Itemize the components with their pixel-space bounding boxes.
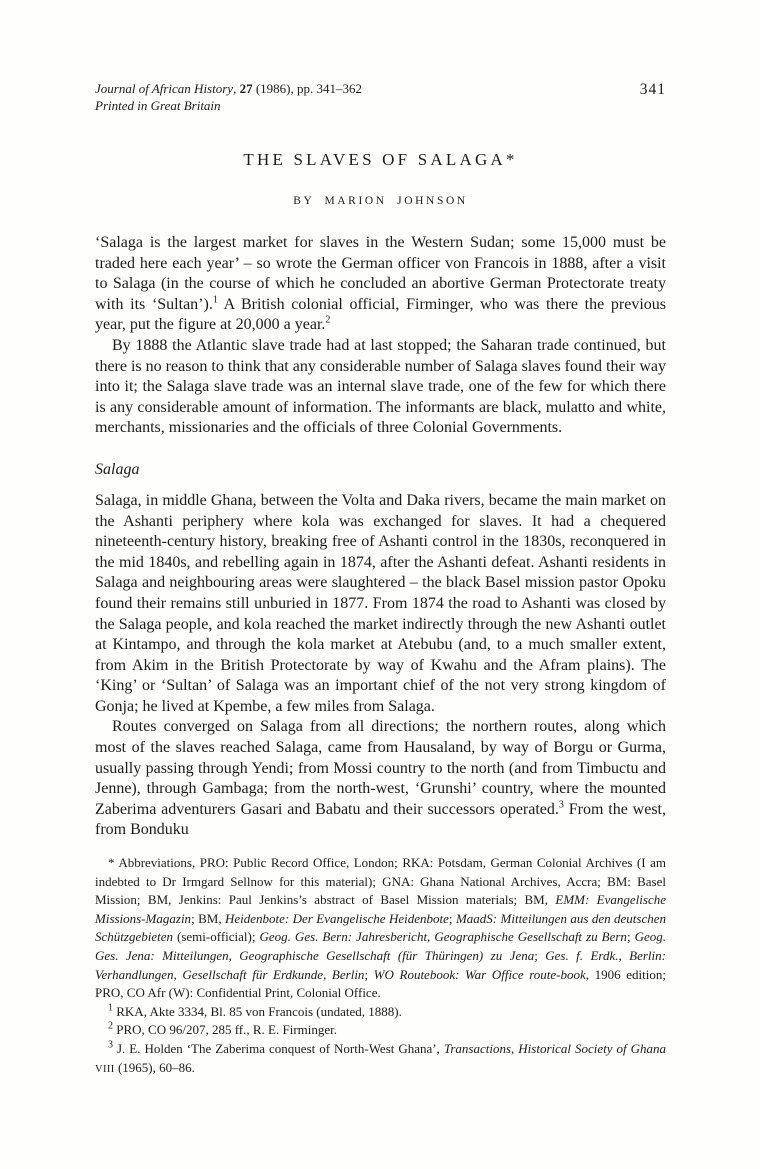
page-number: 341 xyxy=(639,81,666,98)
intro-paragraph-1: ‘Salaga is the largest market for slaves in the Western Sudan; some 15,000 must be traded here each year’ – so wrote the German officer von Francois in 1888, after a visit to Salaga (in the course of which he concluded an abortive German Protectorate treaty with its ‘Sultan’).$^1$ A British colonial official, Firminger, who was there the previous year, put the figure at 20,000 a year.$^2$ xyxy=(95,234,666,334)
section-paragraph-2: Routes converged on Salaga from all directions; the northern routes, along which most of the slaves reached Salaga, came from Hausaland, by way of Borgu or Gurma, usually passing through Yendi; from Mossi country to the north (and from Timbuctu and Jenne), through Gambaga; from the north-west, ‘Grunshi’ country, where the mounted Zaberima adventurers Gasari and Babatu and their successors operated.$^3$ From the west, from Bonduku xyxy=(95,718,667,839)
article-title: THE SLAVES OF SALAGA* xyxy=(243,150,518,169)
running-head xyxy=(95,80,666,114)
printed-in-note: Printed in Great Britain xyxy=(95,98,221,113)
footnote-3: $^3$ J. E. Holden ‘The Zaberima conquest of North-West Ghana’, Transactions, Historical Society of Ghana VIII (1965), 60–86. xyxy=(95,1039,666,1075)
author-byline: BY MARION JOHNSON xyxy=(293,195,468,207)
article-body xyxy=(95,233,666,841)
section-heading-salaga: Salaga xyxy=(95,460,140,478)
footnote-2: $^2$ PRO, CO 96/207, 285 ff., R. E. Firminger. xyxy=(108,1021,338,1038)
section-paragraph-1: Salaga, in middle Ghana, between the Volta and Daka rivers, became the main market on the Ashanti periphery where kola was exchanged for slaves. It had a chequered nineteenth-century history, breaking free of Ashanti control in the 1830s, reconquered in the mid 1840s, and rebelling again in 1874, after the Ashanti defeat. Ashanti residents in Salaga and neighbouring areas were slaughtered – the black Basel mission pastor Opoku found their remains still unburied in 1877. From 1874 the road to Ashanti was closed by the Salaga people, and kola reached the market indirectly through the new Ashanti outlet at Kintampo, and through the kola market at Atebubu (and, to a much smaller extent, from Akim in the British Protectorate by way of Kwahu and the Afram plains). The ‘King’ or ‘Sultan’ of Salaga was an important chief of the not very strong kingdom of Gonja; he lived at Kpembe, a few miles from Salaga. xyxy=(95,491,666,715)
journal-citation: Journal of African History, 27 (1986), pp. 341–362 xyxy=(95,81,362,96)
footnote-1: $^1$ RKA, Akte 3334, Bl. 85 von Francois (undated, 1888). xyxy=(108,1002,402,1019)
footnotes-block xyxy=(95,854,666,1079)
intro-paragraph-2: By 1888 the Atlantic slave trade had at last stopped; the Saharan trade continued, but there is no reason to think that any considerable number of Salaga slaves found their way into it; the Salaga slave trade was an internal slave trade, one of the few for which there is any considerable amount of information. The informants are black, mulatto and white, merchants, missionaries and the officials of three Colonial Governments. xyxy=(95,336,666,437)
running-head-left xyxy=(95,80,362,114)
footnote-abbreviations: * Abbreviations, PRO: Public Record Office, London; RKA: Potsdam, German Colonial Archives (I am indebted to Dr Irmgard Sellnow for this material); GNA: Ghana National Archives, Accra; BM: Basel Mission; BM, Jenkins: Paul Jenkins’s abstract of Basel Mission materials; BM, EMM: Evangelische Missions-Magazin; BM, Heidenbote: Der Evangelische Heidenbote; MaadS: Mitteilungen aus den deutschen Schützgebieten (semi-official); Geog. Ges. Bern: Jahresbericht, Geographische Gesellschaft zu Bern; Geog. Ges. Jena: Mitteilungen, Geographische Gesellschaft (für Thüringen) zu Jena; Ges. f. Erdk., Berlin: Verhandlungen, Gesellschaft für Erdkunde, Berlin; WO Routebook: War Office route-book, 1906 edition; PRO, CO Afr (W): Confidential Print, Colonial Office. xyxy=(95,855,666,1001)
